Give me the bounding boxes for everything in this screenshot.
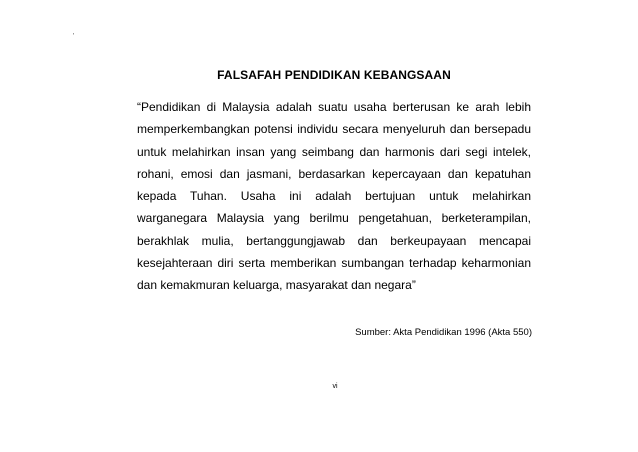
paragraph-line: kepada Tuhan. Usaha ini adalah bertujuan untuk melahirkan — [137, 189, 531, 204]
page-title: FALSAFAH PENDIDIKAN KEBANGSAAN — [217, 68, 451, 82]
page-number: vi — [332, 383, 338, 390]
paragraph-line: warganegara Malaysia yang berilmu pengetahuan, berketerampilan, — [137, 211, 531, 226]
paragraph-line: untuk melahirkan insan yang seimbang dan harmonis dari segi intelek, — [137, 144, 531, 159]
paragraph-line: memperkembangkan potensi individu secara menyeluruh dan bersepadu — [137, 122, 531, 137]
paragraph-line: kesejahteraan diri serta memberikan sumbangan terhadap keharmonian — [137, 256, 531, 271]
corner-mark: ' — [73, 33, 75, 40]
paragraph-line: berakhlak mulia, bertanggungjawab dan berkeupayaan mencapai — [137, 233, 531, 248]
paragraph-line: dan kemakmuran keluarga, masyarakat dan negara” — [137, 278, 416, 293]
paragraph-line: “Pendidikan di Malaysia adalah suatu usaha berterusan ke arah lebih — [137, 100, 531, 114]
source-citation: Sumber: Akta Pendidikan 1996 (Akta 550) — [355, 327, 532, 338]
paragraph-line: rohani, emosi dan jasmani, berdasarkan kepercayaan dan kepatuhan — [137, 166, 531, 181]
philosophy-paragraph — [137, 96, 531, 297]
